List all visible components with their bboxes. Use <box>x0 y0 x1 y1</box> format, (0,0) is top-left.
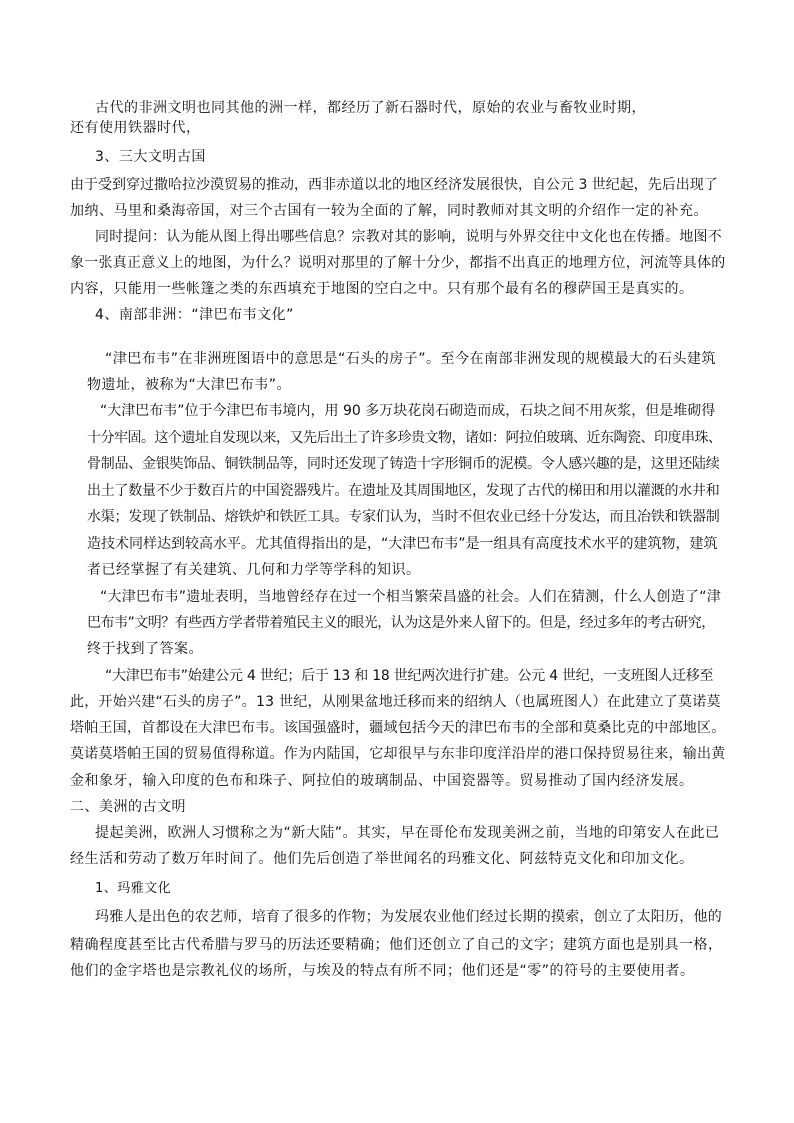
text-line: 同时提问：认为能从图上得出哪些信息？宗教对其的影响，说明与外界交往中文化也在传播。地图不 <box>95 229 722 245</box>
text-line: 出土了数量不少于数百片的中国瓷器残片。在遗址及其周围地区，发现了古代的梯田和用以灌溉的水井和 <box>87 483 720 499</box>
text-line: 提起美洲，欧洲人习惯称之为“新大陆”。其实，早在哥伦布发现美洲之前，当地的印第安人在此已 <box>95 825 720 841</box>
section-heading: 二、美洲的古文明 <box>70 799 186 815</box>
text-line: “大津巴布韦”遗址表明，当地曾经存在过一个相当繁荣昌盛的社会。人们在猜测，什么人创造了“津 <box>100 589 722 605</box>
text-line: 精确程度甚至比古代希腊与罗马的历法还要精确；他们还创立了自己的文字；建筑方面也是别具一格， <box>70 937 723 953</box>
text-line: 内容，只能用一些帐篷之类的东西填充于地图的空白之中。只有那个最有名的穆萨国王是真实的。 <box>70 281 694 297</box>
text-line: 古代的非洲文明也同其他的洲一样，都经历了新石器时代，原始的农业与畜牧业时期， <box>95 100 646 116</box>
text-line: 还有使用铁器时代， <box>70 120 201 136</box>
text-line: 水渠；发现了铁制品、熔铁炉和铁匠工具。专家们认为，当时不但农业已经十分发达，而且冶铁和铁器制 <box>87 509 720 525</box>
text-line: 玛雅人是出色的农艺师，培育了很多的作物；为发展农业他们经过长期的摸索，创立了太阳历，他的 <box>95 909 722 925</box>
text-line: 经生活和劳动了数万年时间了。他们先后创造了举世闻名的玛雅文化、阿兹特克文化和印加文化。 <box>70 851 694 867</box>
text-line: 他们的金字塔也是宗教礼仪的场所，与埃及的特点有所不同；他们还是“零”的符号的主要使用者。 <box>70 963 695 979</box>
section-heading: 3、三大文明古国 <box>95 149 206 165</box>
text-line: “大津巴布韦”始建公元 4 世纪；后于 13 和 18 世纪两次进行扩建。公元 4 世纪，一支班图人迁移至 <box>105 668 714 684</box>
text-line: 加纳、马里和桑海帝国，对三个古国有一较为全面的了解，同时教师对其文明的介绍作一定的补充。 <box>70 203 708 219</box>
text-line: 十分牢固。这个遗址自发现以来，又先后出土了许多珍贵文物，诸如：阿拉伯玻璃、近东陶瓷、印度串珠、 <box>87 430 722 446</box>
text-line: 象一张真正意义上的地图，为什么？说明对那里的了解十分少，都指不出真正的地理方位，河流等具体的 <box>70 255 726 271</box>
text-line: 此，开始兴建“石头的房子”。13 世纪，从刚果盆地迁移而来的绍纳人（也属班图人）在此建立了莫诺莫 <box>70 694 721 710</box>
text-line: 终于找到了答案。 <box>87 641 203 657</box>
section-heading: 4、南部非洲：“津巴布韦文化” <box>95 307 294 323</box>
text-line: 者已经掌握了有关建筑、几何和力学等学科的知识。 <box>87 562 421 578</box>
text-line: 金和象牙，输入印度的色布和珠子、阿拉伯的玻璃制品、中国瓷器等。贸易推动了国内经济发展。 <box>70 773 694 789</box>
text-line: 骨制品、金银奘饰品、铜铁制品等，同时还发现了铸造十字形铜币的泥模。令人感兴趣的是，这里还陆续 <box>87 456 720 472</box>
text-line: “大津巴布韦”位于今津巴布韦境内，用 90 多万块花岗石砌造而成，石块之间不用灰浆，但是堆砌得 <box>100 403 716 419</box>
section-heading: 1、玛雅文化 <box>95 881 172 896</box>
text-line: 物遗址，被称为“大津巴布韦”。 <box>87 377 292 393</box>
text-line: 巴布韦”文明？有些西方学者带着殖民主义的眼光，认为这是外来人留下的。但是，经过多年的考古研究， <box>87 615 715 631</box>
text-line: 由于受到穿过撒哈拉沙漠贸易的推动，西非赤道以北的地区经济发展很快，自公元 3 世纪起，先后出现了 <box>70 177 718 193</box>
text-line: 塔帕王国，首都设在大津巴布韦。该国强盛时，疆域包括今天的津巴布韦的全部和莫桑比克的中部地区。 <box>70 720 726 736</box>
text-line: 造技术同样达到较高水平。尤其值得指出的是，“大津巴布韦”是一组具有高度技术水平的建筑物，建筑 <box>87 536 718 552</box>
text-line: “津巴布韦”在非洲班图语中的意思是“石头的房子”。至今在南部非洲发现的规模最大的石头建筑 <box>105 351 717 367</box>
text-line: 莫诺莫塔帕王国的贸易值得称道。作为内陆国，它却很早与东非印度洋沿岸的港口保持贸易往来，输出黄 <box>70 746 726 762</box>
